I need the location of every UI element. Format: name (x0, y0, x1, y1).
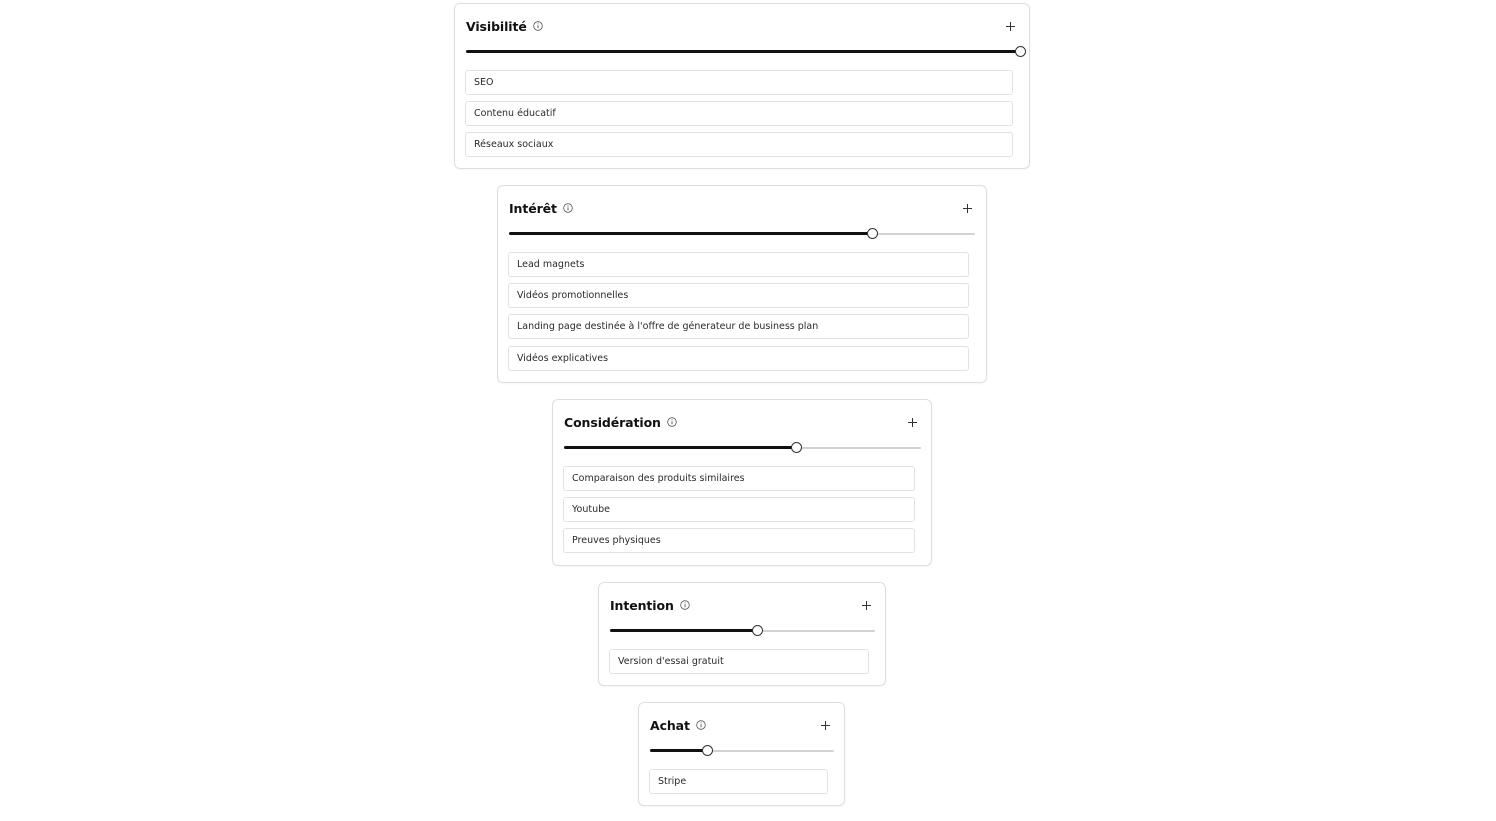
slider-thumb[interactable] (867, 228, 878, 239)
stage-item[interactable]: Vidéos explicatives (508, 346, 969, 371)
plus-icon (861, 600, 872, 611)
add-item-button[interactable] (904, 414, 920, 430)
slider-thumb[interactable] (1015, 46, 1026, 57)
stage-card-visibilite (454, 3, 1030, 169)
stage-level-slider[interactable] (564, 442, 921, 454)
stage-item[interactable]: Contenu éducatif (465, 101, 1013, 126)
stage-item[interactable]: Version d'essai gratuit (609, 649, 869, 674)
slider-fill (466, 50, 1020, 53)
slider-thumb[interactable] (702, 745, 713, 756)
stage-item[interactable]: Stripe (649, 769, 828, 794)
slider-fill (564, 446, 796, 449)
add-item-button[interactable] (858, 597, 874, 613)
stage-item[interactable]: Vidéos promotionnelles (508, 283, 969, 308)
stage-item[interactable]: Landing page destinée à l'offre de génerateur de business plan (508, 314, 969, 339)
add-item-button[interactable] (959, 200, 975, 216)
stage-item[interactable]: Youtube (563, 497, 915, 522)
stage-header (466, 16, 1018, 36)
stage-title: Intention (610, 597, 674, 613)
slider-fill (650, 749, 707, 752)
stage-header (650, 715, 833, 735)
stage-item[interactable]: Comparaison des produits similaires (563, 466, 915, 491)
stage-level-slider[interactable] (509, 228, 975, 240)
stage-card-intention (598, 582, 886, 686)
info-circle-icon[interactable] (680, 600, 690, 610)
slider-fill (610, 629, 757, 632)
stage-card-interet (497, 185, 987, 383)
stage-item[interactable]: Réseaux sociaux (465, 132, 1013, 157)
stage-title: Intérêt (509, 200, 557, 216)
plus-icon (820, 720, 831, 731)
stage-header (610, 595, 874, 615)
info-circle-icon[interactable] (563, 203, 573, 213)
stage-card-achat (638, 702, 845, 806)
plus-icon (962, 203, 973, 214)
stage-title: Visibilité (466, 18, 527, 34)
info-circle-icon[interactable] (696, 720, 706, 730)
stage-level-slider[interactable] (466, 46, 1020, 58)
stage-card-consideration (552, 399, 932, 566)
slider-thumb[interactable] (791, 442, 802, 453)
stage-header (509, 198, 975, 218)
stage-level-slider[interactable] (650, 745, 834, 757)
stage-item[interactable]: Lead magnets (508, 252, 969, 277)
stage-header (564, 412, 920, 432)
stage-item[interactable]: Preuves physiques (563, 528, 915, 553)
info-circle-icon[interactable] (667, 417, 677, 427)
plus-icon (1005, 21, 1016, 32)
add-item-button[interactable] (817, 717, 833, 733)
info-circle-icon[interactable] (533, 21, 543, 31)
stage-level-slider[interactable] (610, 625, 875, 637)
slider-thumb[interactable] (752, 625, 763, 636)
slider-fill (509, 232, 872, 235)
stage-title: Considération (564, 414, 661, 430)
plus-icon (907, 417, 918, 428)
stage-title: Achat (650, 717, 690, 733)
stage-item[interactable]: SEO (465, 70, 1013, 95)
add-item-button[interactable] (1002, 18, 1018, 34)
